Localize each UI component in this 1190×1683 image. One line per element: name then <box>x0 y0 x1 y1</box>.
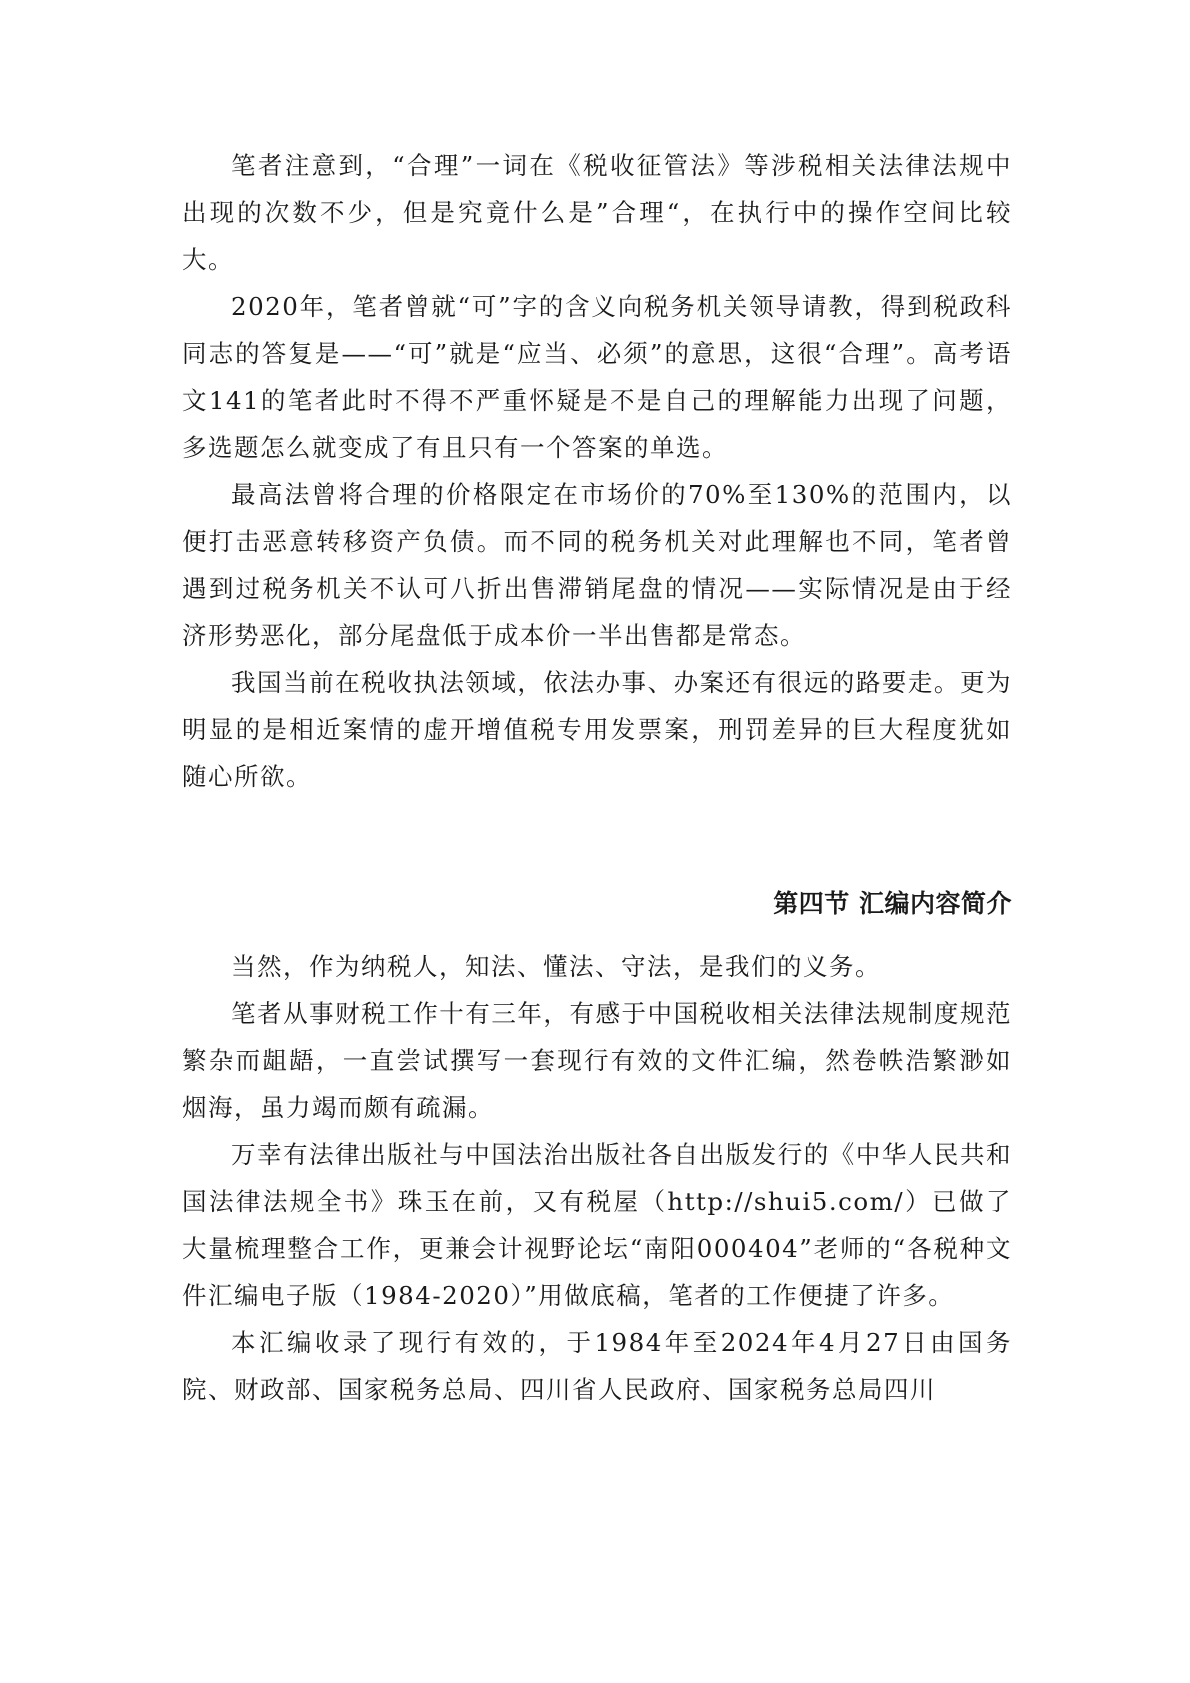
body-text-section-2 <box>182 943 1012 1413</box>
paragraph: 我国当前在税收执法领域，依法办事、办案还有很远的路要走。更为明显的是相近案情的虚开增值税专用发票案，刑罚差异的巨大程度犹如随心所欲。 <box>182 668 1012 791</box>
paragraph: 当然，作为纳税人，知法、懂法、守法，是我们的义务。 <box>231 952 881 981</box>
section-heading: 第四节 汇编内容简介 <box>773 889 1012 918</box>
paragraph: 笔者注意到，“合理”一词在《税收征管法》等涉税相关法律法规中出现的次数不少，但是究竟什么是”合理“，在执行中的操作空间比较大。 <box>182 151 1012 274</box>
paragraph: 笔者从事财税工作十有三年，有感于中国税收相关法律法规制度规范繁杂而龃龉，一直尝试撰写一套现行有效的文件汇编，然卷帙浩繁渺如烟海，虽力竭而颇有疏漏。 <box>182 999 1012 1122</box>
paragraph: 最高法曾将合理的价格限定在市场价的70%至130%的范围内，以便打击恶意转移资产负债。而不同的税务机关对此理解也不同，笔者曾遇到过税务机关不认可八折出售滞销尾盘的情况——实际情况是由于经济形势恶化，部分尾盘低于成本价一半出售都是常态。 <box>182 480 1012 650</box>
body-text-section-1 <box>182 142 1012 800</box>
paragraph: 2020年，笔者曾就“可”字的含义向税务机关领导请教，得到税政科同志的答复是——“可”就是“应当、必须”的意思，这很“合理”。高考语文141的笔者此时不得不严重怀疑是不是自己的理解能力出现了问题，多选题怎么就变成了有且只有一个答案的单选。 <box>182 292 1012 462</box>
paragraph: 万幸有法律出版社与中国法治出版社各自出版发行的《中华人民共和国法律法规全书》珠玉在前，又有税屋（http://shui5.com/）已做了大量梳理整合工作，更兼会计视野论坛“南阳000404”老师的“各税种文件汇编电子版（1984-2020）”用做底稿，笔者的工作便捷了许多。 <box>182 1140 1012 1310</box>
paragraph: 本汇编收录了现行有效的，于1984年至2024年4月27日由国务院、财政部、国家税务总局、四川省人民政府、国家税务总局四川 <box>182 1328 1012 1404</box>
